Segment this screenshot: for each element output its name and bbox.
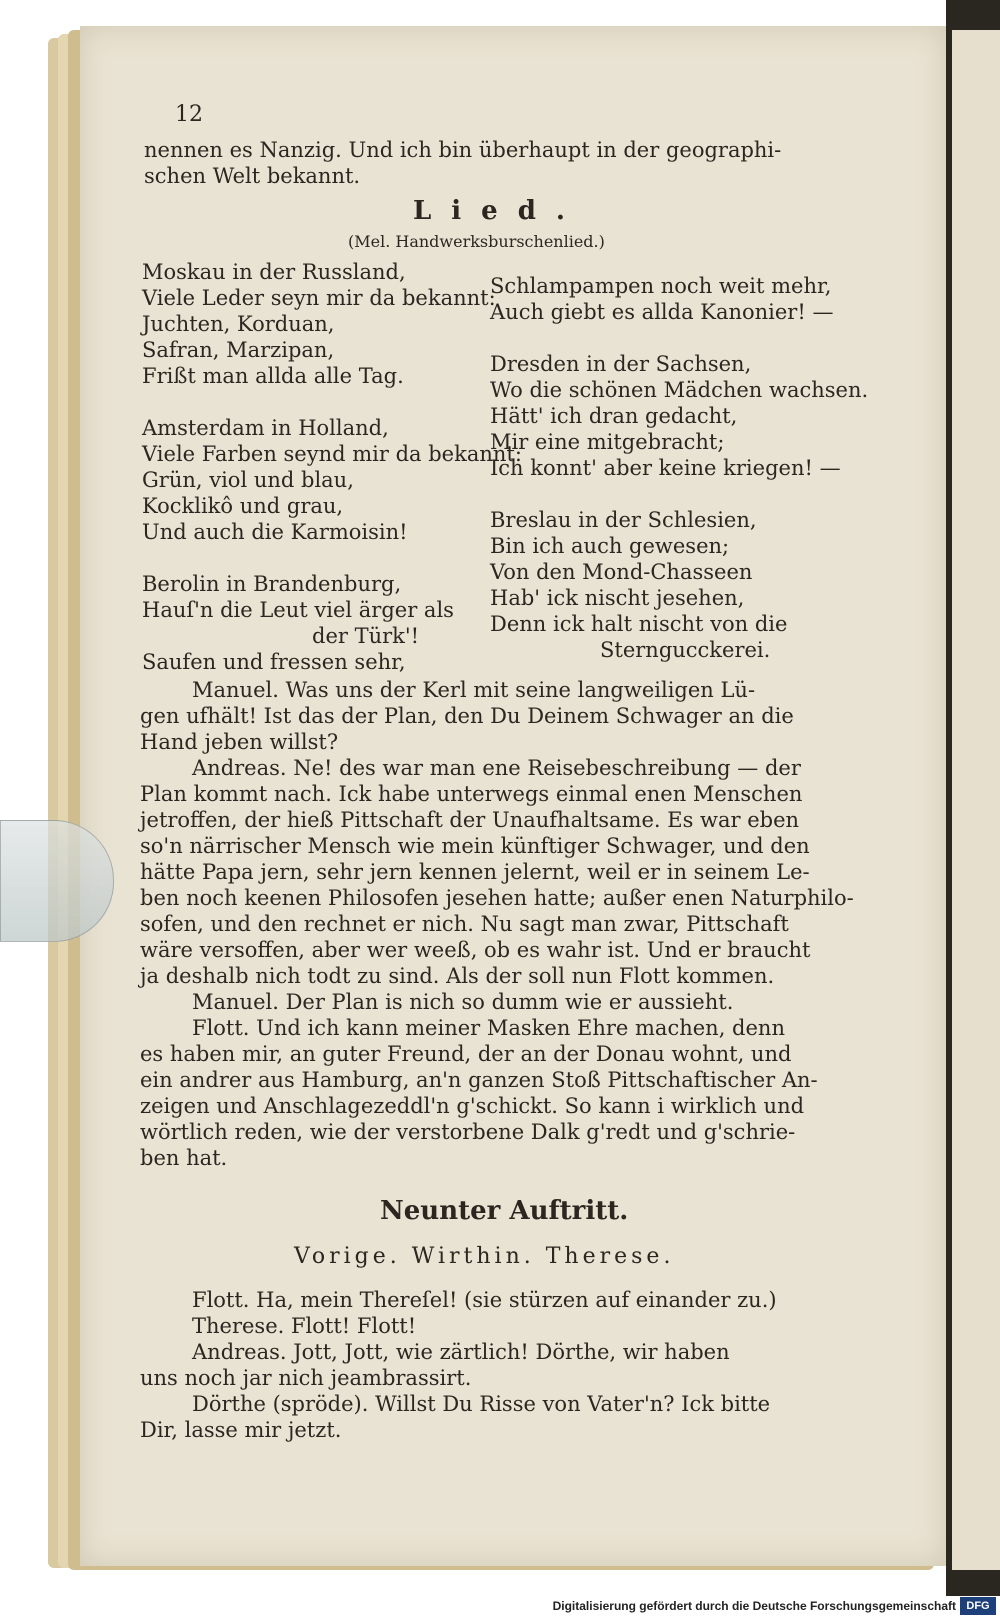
song-line-right: Hätt' ich dran gedacht, (490, 404, 738, 428)
book-page (80, 26, 946, 1566)
dialogue-line: Flott. Und ich kann meiner Masken Ehre machen, denn (192, 1016, 785, 1040)
song-line-left: Safran, Marzipan, (142, 338, 335, 362)
dfg-logo: DFG (960, 1597, 996, 1615)
scene-persons: Vorige. Wirthin. Therese. (294, 1244, 675, 1269)
scene-line: Dörthe (spröde). Willst Du Risse von Vater'n? Ick bitte (192, 1392, 771, 1416)
dialogue-line: Manuel. Der Plan is nich so dumm wie er aussieht. (192, 990, 734, 1014)
melody-note: (Mel. Handwerksburschenlied.) (348, 232, 605, 251)
next-page-paper (952, 30, 1000, 1570)
scene-line: Flott. Ha, mein Thereſel! (sie stürzen auf einander zu.) (192, 1288, 777, 1312)
dialogue-line: ja deshalb nich todt zu sind. Als der soll nun Flott kommen. (140, 964, 775, 988)
dialogue-line: hätte Papa jern, sehr jern kennen jelernt, weil er in seinem Le- (140, 860, 810, 884)
dialogue-line: Hand jeben willst? (140, 730, 339, 754)
dialogue-line: wörtlich reden, wie der verstorbene Dalk g'redt und g'schrie- (140, 1120, 796, 1144)
dialogue-line: ein andrer aus Hamburg, an'n ganzen Stoß Pittschaftischer An- (140, 1068, 818, 1092)
scene-line: Dir, lasse mir jetzt. (140, 1418, 342, 1442)
dialogue-line: Andreas. Ne! des war man ene Reisebeschreibung — der (192, 756, 801, 780)
song-line-right: Wo die schönen Mädchen wachsen. (490, 378, 869, 402)
song-line-left: Und auch die Karmoisin! (142, 520, 408, 544)
dialogue-line: jetroffen, der hieß Pittschaft der Unaufhaltsame. Es war eben (140, 808, 800, 832)
intro-line: nennen es Nanzig. Und ich bin überhaupt in der geographi- (144, 138, 782, 162)
song-title: Lied. (413, 196, 585, 226)
song-line-right: Hab' ick nischt jesehen, (490, 586, 745, 610)
dialogue-line: ben noch keenen Philosofen jesehen hatte; außer enen Naturphilo- (140, 886, 854, 910)
song-line-right: Sterngucckerei. (600, 638, 771, 662)
dialogue-line: gen ufhält! Ist das der Plan, den Du Deinem Schwager an die (140, 704, 794, 728)
song-line-left: Viele Farben seynd mir da bekannt: (142, 442, 522, 466)
song-line-left: Kocklikô und grau, (142, 494, 344, 518)
dialogue-line: Plan kommt nach. Ick habe unterwegs einmal enen Menschen (140, 782, 803, 806)
song-line-left: der Türk'! (312, 624, 420, 648)
page-number: 12 (175, 102, 203, 127)
song-line-right: Schlampampen noch weit mehr, (490, 274, 832, 298)
scene-line: Therese. Flott! Flott! (192, 1314, 417, 1338)
song-line-right: Dresden in der Sachsen, (490, 352, 752, 376)
song-line-left: Amsterdam in Holland, (142, 416, 389, 440)
dialogue-line: zeigen und Anschlagezeddl'n g'schickt. So kann i wirklich und (140, 1094, 805, 1118)
dialogue-line: sofen, und den rechnet er nich. Nu sagt man zwar, Pittschaft (140, 912, 789, 936)
scene-title: Neunter Auftritt. (380, 1196, 629, 1226)
song-line-right: Von den Mond-Chasseen (490, 560, 753, 584)
dialogue-line: so'n närrischer Mensch wie mein künftiger Schwager, und den (140, 834, 810, 858)
song-line-left: Hauſ'n die Leut viel ärger als (142, 598, 454, 622)
scene-line: Andreas. Jott, Jott, wie zärtlich! Dörthe, wir haben (192, 1340, 730, 1364)
song-line-left: Grün, viol und blau, (142, 468, 354, 492)
song-line-left: Berolin in Brandenburg, (142, 572, 402, 596)
song-line-left: Juchten, Korduan, (142, 312, 335, 336)
song-line-left: Moskau in der Russland, (142, 260, 406, 284)
footer-credit: Digitalisierung gefördert durch die Deutsche Forschungsgemeinschaft (552, 1599, 956, 1613)
song-line-right: Denn ick halt nischt von die (490, 612, 788, 636)
intro-line: schen Welt bekannt. (144, 164, 361, 188)
song-line-right: Auch giebt es allda Kanonier! — (490, 300, 834, 324)
song-line-right: Bin ich auch gewesen; (490, 534, 730, 558)
dialogue-line: es haben mir, an guter Freund, der an der Donau wohnt, und (140, 1042, 792, 1066)
scanner-thumb-clip (0, 820, 114, 942)
dialogue-line: wäre versoffen, aber wer weeß, ob es wahr ist. Und er braucht (140, 938, 811, 962)
song-line-right: Ich konnt' aber keine kriegen! — (490, 456, 841, 480)
song-line-left: Viele Leder seyn mir da bekannt: (142, 286, 496, 310)
song-line-right: Breslau in der Schlesien, (490, 508, 757, 532)
next-page-edge (946, 0, 1000, 1620)
scene-line: uns noch jar nich jeambrassirt. (140, 1366, 472, 1390)
song-line-left: Saufen und fressen sehr, (142, 650, 406, 674)
dialogue-line: ben hat. (140, 1146, 228, 1170)
song-line-right: Mir eine mitgebracht; (490, 430, 725, 454)
song-line-left: Frißt man allda alle Tag. (142, 364, 404, 388)
dialogue-line: Manuel. Was uns der Kerl mit seine langweiligen Lü- (192, 678, 756, 702)
